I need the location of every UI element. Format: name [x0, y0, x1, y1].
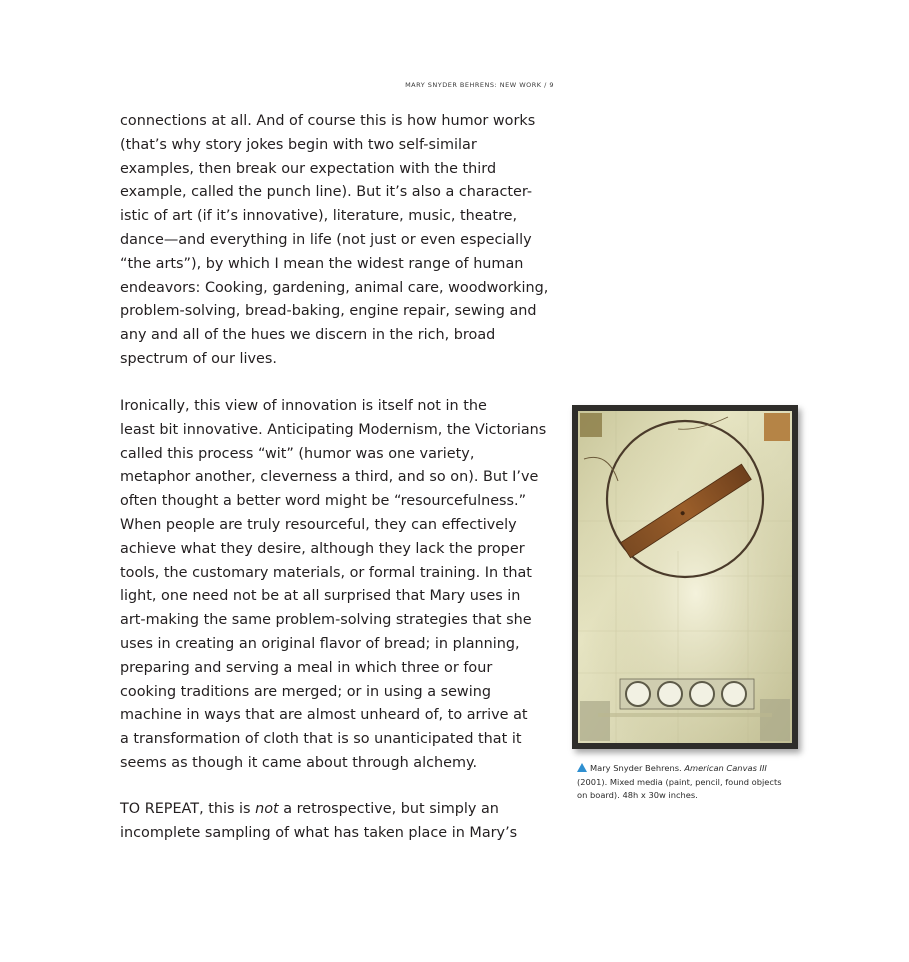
text-line: metaphor another, cleverness a third, and so on). But I’ve — [120, 469, 539, 486]
paragraph-3 — [120, 798, 560, 846]
caption-artist: Mary Snyder Behrens. — [590, 763, 685, 773]
text-line: cooking traditions are merged; or in using a sewing — [120, 683, 491, 700]
running-head: MARY SNYDER BEHRENS: NEW WORK / 9 — [405, 81, 554, 89]
paragraph-2 — [120, 395, 560, 776]
text-line: (that’s why story jokes begin with two self-similar — [120, 136, 477, 153]
text-line: When people are truly resourceful, they can effectively — [120, 516, 517, 533]
text-line: dance—and everything in life (not just or even especially — [120, 231, 532, 248]
emphasis-text: not — [255, 801, 279, 817]
paragraph-1 — [120, 110, 560, 372]
text-line: examples, then break our expectation with the third — [120, 160, 497, 177]
text-run: a retrospective, but simply an — [278, 801, 499, 817]
caption-line — [577, 762, 803, 776]
text-line: endeavors: Cooking, gardening, animal care, woodworking, — [120, 279, 549, 296]
text-line: uses in creating an original flavor of bread; in planning, — [120, 635, 520, 652]
artwork-illustration — [578, 411, 792, 743]
text-line: light, one need not be at all surprised that Mary uses in — [120, 588, 521, 605]
artwork-image — [572, 405, 798, 749]
caption-line: (2001). Mixed media (paint, pencil, found objects — [577, 776, 782, 787]
text-run: TO REPEAT, this is — [120, 801, 256, 817]
text-line: example, called the punch line). But it’s also a character- — [120, 184, 533, 201]
text-line: Ironically, this view of innovation is itself not in the — [120, 398, 487, 414]
text-line: istic of art (if it’s innovative), literature, music, theatre, — [120, 208, 518, 225]
text-line: “the arts”), by which I mean the widest range of human — [120, 255, 524, 272]
text-line: machine in ways that are almost unheard of, to arrive at — [120, 707, 528, 724]
text-line: called this process “wit” (humor was one variety, — [120, 445, 475, 462]
text-line: incomplete sampling of what has taken place in Mary’s — [120, 824, 518, 841]
text-line: tools, the customary materials, or formal training. In that — [120, 564, 532, 581]
text-line: art-making the same problem-solving strategies that she — [120, 612, 532, 629]
text-line: connections at all. And of course this is how humor works — [120, 113, 536, 129]
text-line: seems as though it came about through alchemy. — [120, 754, 478, 771]
text-line: spectrum of our lives. — [120, 350, 277, 367]
text-line: problem-solving, bread-baking, engine repair, sewing and — [120, 303, 537, 320]
caption-line: on board). 48h x 30w inches. — [577, 790, 698, 800]
text-line: achieve what they desire, although they lack the proper — [120, 540, 525, 557]
figure-caption — [577, 762, 803, 803]
text-line — [120, 798, 560, 822]
text-line: least bit innovative. Anticipating Modernism, the Victorians — [120, 421, 547, 438]
triangle-up-icon — [577, 763, 587, 772]
caption-title: American Canvas III — [684, 763, 767, 773]
text-line: a transformation of cloth that is so unanticipated that it — [120, 731, 522, 748]
text-line: preparing and serving a meal in which three or four — [120, 659, 493, 676]
text-line: often thought a better word might be “resourcefulness.” — [120, 493, 527, 510]
text-line: any and all of the hues we discern in the rich, broad — [120, 327, 496, 344]
